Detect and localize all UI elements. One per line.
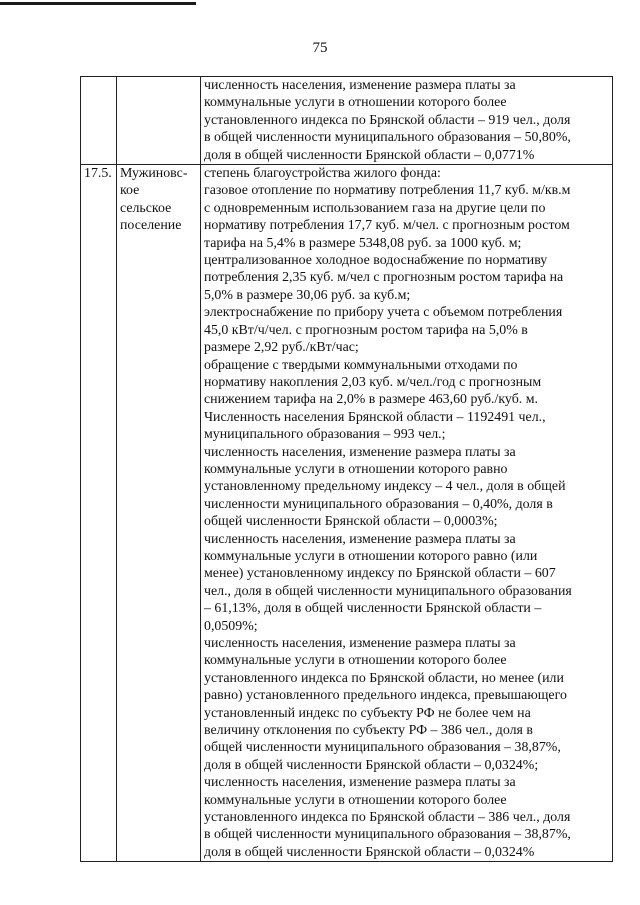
description-line: общей численности Брянской области – 0,0003%;: [204, 514, 498, 530]
tariff-table: [80, 76, 613, 862]
row-number: 17.5.: [84, 166, 112, 182]
description-line: численность населения, изменение размера платы за: [204, 531, 516, 547]
description-line: численность населения, изменение размера платы за: [204, 775, 516, 791]
description-line: в общей численности муниципального образования – 38,87%,: [204, 827, 571, 843]
description-line: электроснабжение по прибору учета с объемом потребления: [204, 305, 563, 321]
description-line: Численность населения Брянской области – 1192491 чел.,: [204, 409, 546, 425]
description-line: численность населения, изменение размера платы за: [204, 636, 516, 651]
description-cell: [201, 77, 613, 165]
settlement-name-line: Мужиновс-: [120, 166, 188, 182]
description-line: 5,0% в размере 30,06 руб. за куб.м;: [204, 287, 411, 303]
description-line: коммунальные услуги в отношении которого равно (или: [204, 548, 538, 564]
description-line: величину отклонения по субъекту РФ – 386 чел., доля в: [204, 723, 533, 739]
settlement-name-cell: [117, 77, 201, 165]
description-line: установленному предельному индексу – 4 чел., доля в общей: [204, 479, 566, 495]
description-line: обращение с твердыми коммунальными отходами по: [204, 357, 518, 373]
description-line: коммунальные услуги в отношении которого равно: [204, 461, 508, 477]
description-line: тарифа на 5,4% в размере 5348,08 руб. за 1000 куб. м;: [204, 235, 522, 251]
description-line: с одновременным использованием газа на другие цели по: [204, 200, 546, 216]
settlement-name-line: сельское: [120, 200, 172, 216]
description-line: муниципального образования – 993 чел.;: [204, 427, 446, 443]
description-line: газовое отопление по нормативу потребления 11,7 куб. м/кв.м: [204, 183, 571, 199]
description-line: численности муниципального образования – 0,40%, доля в: [204, 496, 553, 512]
table-row: [81, 77, 613, 165]
description-line: снижением тарифа на 2,0% в размере 463,60 руб./куб. м.: [204, 392, 538, 408]
description-line: чел., доля в общей численности муниципального образования: [204, 583, 572, 599]
description-line: коммунальные услуги в отношении которого более: [204, 653, 507, 669]
description-line: равно) установленного предельного индекса, превышающего: [204, 688, 567, 704]
description-line: потребления 2,35 куб. м/чел с прогнозным ростом тарифа на: [204, 270, 564, 286]
description-line: общей численности муниципального образования – 38,87%,: [204, 740, 561, 756]
row-number-cell: [81, 165, 117, 862]
description-line: менее) установленному индексу по Брянской области – 607: [204, 566, 556, 582]
settlement-name-line: кое: [120, 183, 140, 199]
description-line: численность населения, изменение размера платы за: [204, 444, 516, 460]
description-line: установленного индекса по Брянской области – 919 чел., доля: [204, 112, 571, 128]
description-line: коммунальные услуги в отношении которого более: [204, 792, 507, 808]
description-line: доля в общей численности Брянской области – 0,0324%: [204, 844, 535, 860]
table-body: [81, 77, 613, 862]
header-rule: [0, 2, 196, 5]
description-line: централизованное холодное водоснабжение по нормативу: [204, 253, 548, 269]
description-line: степень благоустройства жилого фонда:: [204, 166, 441, 182]
description-line: установленного индекса по Брянской области – 386 чел., доля: [204, 810, 571, 826]
description-line: доля в общей численности Брянской области – 0,0771%: [204, 147, 535, 163]
table-row: [81, 165, 613, 862]
description-line: численность населения, изменение размера платы за: [204, 78, 516, 93]
page-number: 75: [312, 40, 328, 56]
settlement-name-cell: [117, 165, 201, 862]
description-line: нормативу потребления 17,7 куб. м/чел. с прогнозным ростом: [204, 218, 570, 234]
description-line: установленного индекса по Брянской области, но менее (или: [204, 670, 564, 686]
description-line: – 61,13%, доля в общей численности Брянской области –: [204, 601, 542, 617]
description-line: 0,0509%;: [204, 618, 258, 634]
row-number-cell: [81, 77, 117, 165]
description-line: в общей численности муниципального образования – 50,80%,: [204, 130, 571, 146]
description-line: нормативу накопления 2,03 куб. м/чел./год с прогнозным: [204, 374, 542, 390]
description-line: 45,0 кВт/ч/чел. с прогнозным ростом тарифа на 5,0% в: [204, 322, 528, 338]
description-line: доля в общей численности Брянской области – 0,0324%;: [204, 757, 539, 773]
description-line: размере 2,92 руб./кВт/час;: [204, 340, 359, 356]
settlement-name-line: поселение: [120, 218, 182, 234]
description-line: установленный индекс по субъекту РФ не более чем на: [204, 705, 531, 721]
description-line: коммунальные услуги в отношении которого более: [204, 95, 507, 111]
description-cell: [201, 165, 613, 862]
